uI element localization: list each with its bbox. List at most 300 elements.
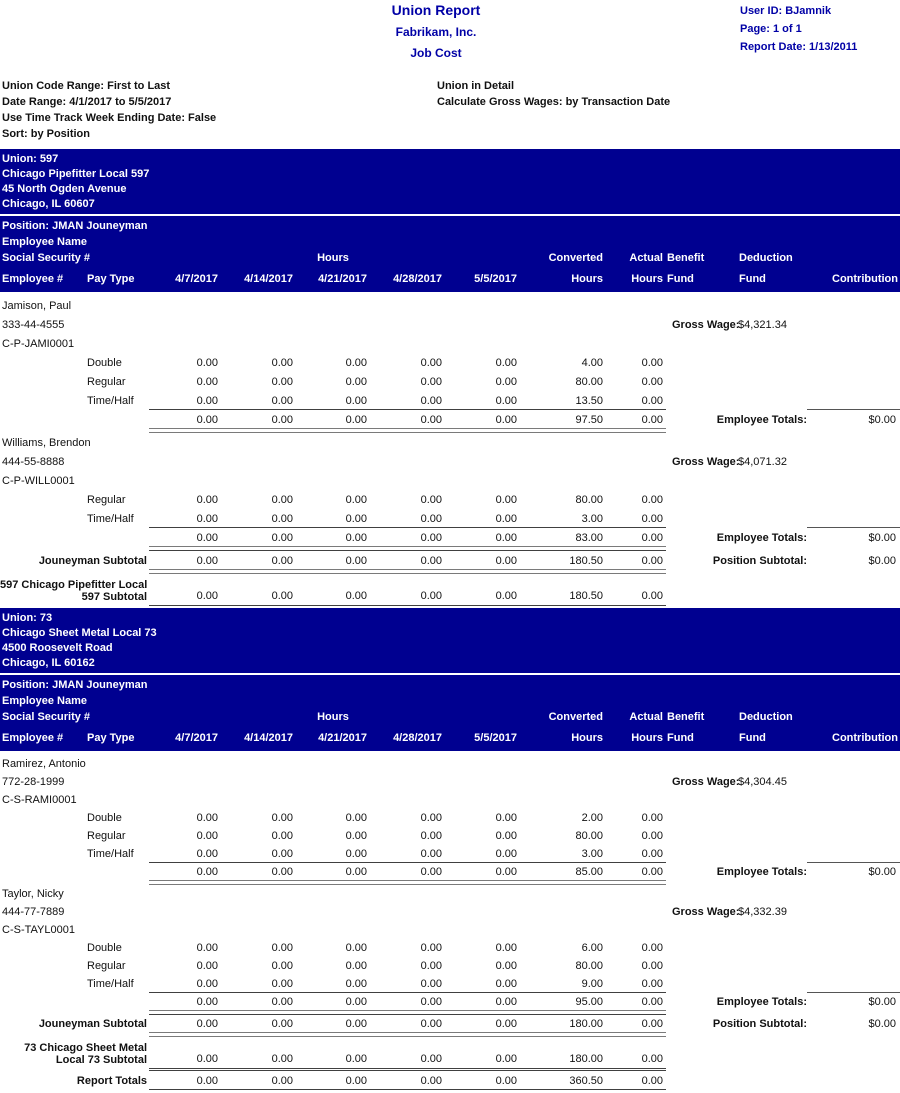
numeric-cell: 0.00 bbox=[271, 848, 293, 860]
rule-line bbox=[149, 1070, 666, 1071]
col-benefit-fund: Fund bbox=[667, 273, 694, 285]
numeric-cell: 0.00 bbox=[196, 532, 218, 544]
pay-type-label: Time/Half bbox=[87, 513, 134, 525]
employee-id-row bbox=[0, 334, 900, 353]
numeric-cell: 0.00 bbox=[271, 1018, 293, 1030]
numeric-cell: 95.00 bbox=[575, 996, 603, 1008]
col-converted: Converted bbox=[548, 711, 603, 723]
numeric-cell: 0.00 bbox=[345, 978, 367, 990]
numeric-cell: 0.00 bbox=[196, 996, 218, 1008]
pay-row bbox=[0, 353, 900, 372]
numeric-cell: 0.00 bbox=[345, 1075, 367, 1087]
gross-wage-label: Gross Wage: bbox=[672, 319, 740, 331]
numeric-cell: 4/21/2017 bbox=[318, 732, 367, 744]
col-benefit: Benefit bbox=[667, 252, 705, 264]
position-subtotal-value: $0.00 bbox=[868, 1018, 896, 1030]
employee-total-row bbox=[0, 863, 900, 881]
employee-ssn-row bbox=[0, 773, 900, 791]
employee-ssn: 333-44-4555 bbox=[2, 319, 65, 331]
numeric-cell: 0.00 bbox=[345, 357, 367, 369]
numeric-cell: 0.00 bbox=[345, 812, 367, 824]
col-employee-name: Employee Name bbox=[2, 695, 87, 707]
numeric-cell: 0.00 bbox=[495, 1075, 517, 1087]
contribution-total-line bbox=[807, 862, 900, 863]
position-subtotal-left-label: Jouneyman Subtotal bbox=[38, 555, 147, 567]
numeric-cell: 4/28/2017 bbox=[393, 732, 442, 744]
employee-total-row bbox=[0, 528, 900, 547]
employee-totals-label: Employee Totals: bbox=[716, 996, 807, 1008]
page-number: Page: 1 of 1 bbox=[740, 23, 802, 35]
pay-row bbox=[0, 845, 900, 863]
numeric-cell: 0.00 bbox=[420, 996, 442, 1008]
numeric-cell: 0.00 bbox=[495, 996, 517, 1008]
numeric-cell: 0.00 bbox=[420, 532, 442, 544]
param-date-range: Date Range: 4/1/2017 to 5/5/2017 bbox=[2, 96, 172, 108]
numeric-cell: 0.00 bbox=[196, 590, 218, 602]
employee-name: Ramirez, Antonio bbox=[2, 758, 86, 770]
pay-row bbox=[0, 957, 900, 975]
numeric-cell: 0.00 bbox=[641, 376, 663, 388]
gross-wage-label: Gross Wage: bbox=[672, 906, 740, 918]
numeric-cell: 0.00 bbox=[420, 376, 442, 388]
numeric-cell: 0.00 bbox=[345, 830, 367, 842]
union-subtotal-line1: 73 Chicago Sheet Metal bbox=[24, 1042, 147, 1054]
numeric-cell: 0.00 bbox=[641, 848, 663, 860]
union-address: 4500 Roosevelt Road bbox=[2, 642, 113, 654]
numeric-cell: 4/14/2017 bbox=[244, 273, 293, 285]
numeric-cell: 0.00 bbox=[641, 357, 663, 369]
param-gross-wages: Calculate Gross Wages: by Transaction Date bbox=[437, 96, 671, 108]
numeric-cell: 0.00 bbox=[345, 376, 367, 388]
numeric-cell: 4.00 bbox=[581, 357, 603, 369]
col-actual: Actual bbox=[629, 252, 663, 264]
numeric-cell: 2.00 bbox=[581, 812, 603, 824]
numeric-cell: 4/14/2017 bbox=[244, 732, 293, 744]
column-header-row bbox=[0, 268, 900, 287]
numeric-cell: 4/7/2017 bbox=[175, 732, 218, 744]
numeric-cell: 0.00 bbox=[271, 812, 293, 824]
union-subtotal-row bbox=[0, 574, 900, 605]
col-contribution: Contribution bbox=[832, 273, 898, 285]
numeric-cell: 180.00 bbox=[569, 1053, 603, 1065]
numeric-cell: 0.00 bbox=[641, 414, 663, 426]
col-hours-group: Hours bbox=[317, 252, 349, 264]
pay-type-label: Double bbox=[87, 812, 122, 824]
pay-row bbox=[0, 939, 900, 957]
numeric-cell: 0.00 bbox=[641, 1018, 663, 1030]
employee-name-row bbox=[0, 296, 900, 315]
col-contribution: Contribution bbox=[832, 732, 898, 744]
numeric-cell: 0.00 bbox=[271, 414, 293, 426]
numeric-cell: 0.00 bbox=[345, 513, 367, 525]
numeric-cell: 0.00 bbox=[345, 1018, 367, 1030]
col-employee-name: Employee Name bbox=[2, 236, 87, 248]
numeric-cell: 0.00 bbox=[495, 812, 517, 824]
numeric-cell: 4/7/2017 bbox=[175, 273, 218, 285]
numeric-cell: 0.00 bbox=[420, 590, 442, 602]
employee-id-row bbox=[0, 791, 900, 809]
numeric-cell: 0.00 bbox=[271, 513, 293, 525]
numeric-cell: 9.00 bbox=[581, 978, 603, 990]
numeric-cell: 0.00 bbox=[420, 513, 442, 525]
pay-type-label: Time/Half bbox=[87, 978, 134, 990]
numeric-cell: 0.00 bbox=[641, 532, 663, 544]
numeric-cell: 0.00 bbox=[420, 960, 442, 972]
position-subtotal-value: $0.00 bbox=[868, 555, 896, 567]
numeric-cell: 180.00 bbox=[569, 1018, 603, 1030]
numeric-cell: 0.00 bbox=[196, 848, 218, 860]
union-subtotal-line2: 597 Subtotal bbox=[81, 591, 147, 603]
union-subtotal-row bbox=[0, 1037, 900, 1068]
union-subtotal-line1: 597 Chicago Pipefitter Local bbox=[0, 579, 148, 591]
union-band-597 bbox=[0, 149, 900, 214]
position-subtotal-row bbox=[0, 1015, 900, 1033]
numeric-cell: 0.00 bbox=[345, 996, 367, 1008]
pay-row bbox=[0, 391, 900, 410]
position-header-band bbox=[0, 216, 900, 292]
numeric-cell: 0.00 bbox=[196, 960, 218, 972]
employee-id-row bbox=[0, 471, 900, 490]
union-subtotal-line2: Local 73 Subtotal bbox=[55, 1054, 147, 1066]
employee-name: Williams, Brendon bbox=[2, 437, 91, 449]
numeric-cell: 0.00 bbox=[271, 942, 293, 954]
numeric-cell: 180.50 bbox=[569, 555, 603, 567]
numeric-cell: 0.00 bbox=[495, 978, 517, 990]
rule-line bbox=[149, 605, 666, 606]
numeric-cell: 0.00 bbox=[420, 830, 442, 842]
employee-ssn-row bbox=[0, 903, 900, 921]
employee-name: Jamison, Paul bbox=[2, 300, 72, 312]
pay-row bbox=[0, 509, 900, 528]
contribution-total-line bbox=[807, 527, 900, 528]
pay-type-label: Regular bbox=[87, 830, 126, 842]
col-deduction: Deduction bbox=[739, 711, 793, 723]
param-sort: Sort: by Position bbox=[2, 128, 90, 140]
numeric-cell: 0.00 bbox=[420, 1075, 442, 1087]
numeric-cell: 0.00 bbox=[495, 376, 517, 388]
numeric-cell: 0.00 bbox=[495, 395, 517, 407]
numeric-cell: 0.00 bbox=[271, 555, 293, 567]
numeric-cell: 0.00 bbox=[420, 414, 442, 426]
col-social-security: Social Security # bbox=[2, 252, 91, 264]
numeric-cell: 0.00 bbox=[641, 996, 663, 1008]
numeric-cell: 0.00 bbox=[495, 414, 517, 426]
union-city: Chicago, IL 60607 bbox=[2, 198, 95, 210]
numeric-cell: 0.00 bbox=[420, 942, 442, 954]
numeric-cell: 0.00 bbox=[271, 1075, 293, 1087]
param-union-code-range: Union Code Range: First to Last bbox=[2, 80, 171, 92]
employee-totals-label: Employee Totals: bbox=[716, 866, 807, 878]
numeric-cell: 0.00 bbox=[420, 978, 442, 990]
numeric-cell: 0.00 bbox=[495, 942, 517, 954]
contribution-total-line bbox=[807, 409, 900, 410]
numeric-cell: 0.00 bbox=[196, 414, 218, 426]
col-actual-hours: Hours bbox=[631, 273, 663, 285]
employee-name-row bbox=[0, 433, 900, 452]
numeric-cell: 0.00 bbox=[271, 357, 293, 369]
gross-wage-value: $4,332.39 bbox=[738, 906, 787, 918]
union-code: Union: 73 bbox=[2, 612, 53, 624]
numeric-cell: 0.00 bbox=[641, 494, 663, 506]
pay-type-label: Regular bbox=[87, 376, 126, 388]
employee-total-row bbox=[0, 410, 900, 429]
numeric-cell: 0.00 bbox=[345, 414, 367, 426]
rule-line bbox=[149, 550, 666, 551]
numeric-cell: 0.00 bbox=[196, 830, 218, 842]
module-name: Job Cost bbox=[410, 46, 462, 60]
numeric-cell: 0.00 bbox=[495, 513, 517, 525]
numeric-cell: 0.00 bbox=[420, 555, 442, 567]
numeric-cell: 13.50 bbox=[575, 395, 603, 407]
col-deduction-fund: Fund bbox=[739, 273, 766, 285]
numeric-cell: 6.00 bbox=[581, 942, 603, 954]
company-name: Fabrikam, Inc. bbox=[395, 25, 477, 39]
position-label: Position: JMAN Jouneyman bbox=[2, 220, 148, 232]
numeric-cell: 0.00 bbox=[641, 830, 663, 842]
numeric-cell: 0.00 bbox=[495, 555, 517, 567]
contribution-total-line bbox=[807, 992, 900, 993]
pay-row bbox=[0, 975, 900, 993]
numeric-cell: 0.00 bbox=[196, 812, 218, 824]
param-week-ending: Use Time Track Week Ending Date: False bbox=[2, 112, 217, 124]
col-social-security: Social Security # bbox=[2, 711, 91, 723]
pay-type-label: Double bbox=[87, 357, 122, 369]
numeric-cell: 0.00 bbox=[345, 555, 367, 567]
col-converted: Converted bbox=[548, 252, 603, 264]
employee-ssn-row bbox=[0, 315, 900, 334]
numeric-cell: 0.00 bbox=[495, 830, 517, 842]
col-pay-type: Pay Type bbox=[87, 732, 135, 744]
numeric-cell: 5/5/2017 bbox=[474, 732, 517, 744]
employee-ssn-row bbox=[0, 452, 900, 471]
rule-line bbox=[149, 527, 666, 528]
employee-name: Taylor, Nicky bbox=[2, 888, 64, 900]
col-benefit: Benefit bbox=[667, 711, 705, 723]
numeric-cell: 0.00 bbox=[196, 513, 218, 525]
report-date: Report Date: 1/13/2011 bbox=[740, 41, 858, 53]
column-header-row bbox=[0, 727, 900, 746]
numeric-cell: 80.00 bbox=[575, 830, 603, 842]
numeric-cell: 85.00 bbox=[575, 866, 603, 878]
numeric-cell: 0.00 bbox=[420, 1018, 442, 1030]
numeric-cell: 0.00 bbox=[196, 942, 218, 954]
pay-type-label: Double bbox=[87, 942, 122, 954]
numeric-cell: 0.00 bbox=[420, 395, 442, 407]
pay-row bbox=[0, 372, 900, 391]
numeric-cell: 0.00 bbox=[196, 1075, 218, 1087]
numeric-cell: 80.00 bbox=[575, 376, 603, 388]
employee-id: C-P-JAMI0001 bbox=[2, 338, 75, 350]
report-title: Union Report bbox=[391, 2, 481, 18]
numeric-cell: 0.00 bbox=[196, 494, 218, 506]
col-converted-hours: Hours bbox=[571, 732, 603, 744]
union-name: Chicago Sheet Metal Local 73 bbox=[2, 627, 157, 639]
numeric-cell: 0.00 bbox=[641, 866, 663, 878]
numeric-cell: 0.00 bbox=[495, 590, 517, 602]
numeric-cell: 0.00 bbox=[641, 1075, 663, 1087]
numeric-cell: 0.00 bbox=[271, 830, 293, 842]
col-employee-no: Employee # bbox=[2, 273, 64, 285]
numeric-cell: 0.00 bbox=[345, 395, 367, 407]
numeric-cell: 360.50 bbox=[569, 1075, 603, 1087]
numeric-cell: 0.00 bbox=[641, 960, 663, 972]
numeric-cell: 0.00 bbox=[495, 866, 517, 878]
pay-row bbox=[0, 809, 900, 827]
col-pay-type: Pay Type bbox=[87, 273, 135, 285]
numeric-cell: 0.00 bbox=[271, 1053, 293, 1065]
employee-id: C-S-TAYL0001 bbox=[2, 924, 75, 936]
col-hours-group: Hours bbox=[317, 711, 349, 723]
numeric-cell: 4/28/2017 bbox=[393, 273, 442, 285]
numeric-cell: 0.00 bbox=[196, 978, 218, 990]
numeric-cell: 0.00 bbox=[495, 1018, 517, 1030]
numeric-cell: 0.00 bbox=[641, 1053, 663, 1065]
numeric-cell: 0.00 bbox=[196, 395, 218, 407]
position-subtotal-row bbox=[0, 551, 900, 570]
numeric-cell: 0.00 bbox=[495, 357, 517, 369]
numeric-cell: 0.00 bbox=[345, 942, 367, 954]
employee-name-row bbox=[0, 755, 900, 773]
numeric-cell: 0.00 bbox=[641, 942, 663, 954]
numeric-cell: 0.00 bbox=[196, 357, 218, 369]
rule-line bbox=[149, 862, 666, 863]
numeric-cell: 0.00 bbox=[271, 376, 293, 388]
col-benefit-fund: Fund bbox=[667, 732, 694, 744]
employee-totals-value: $0.00 bbox=[868, 532, 896, 544]
numeric-cell: 0.00 bbox=[345, 848, 367, 860]
position-label: Position: JMAN Jouneyman bbox=[2, 679, 148, 691]
union-subtotal-label bbox=[0, 1042, 147, 1066]
rule-line bbox=[149, 1089, 666, 1090]
numeric-cell: 0.00 bbox=[641, 513, 663, 525]
numeric-cell: 0.00 bbox=[196, 1018, 218, 1030]
position-header-band bbox=[0, 675, 900, 751]
numeric-cell: 0.00 bbox=[495, 494, 517, 506]
numeric-cell: 0.00 bbox=[345, 494, 367, 506]
gross-wage-label: Gross Wage: bbox=[672, 456, 740, 468]
header-meta bbox=[740, 2, 857, 56]
numeric-cell: 0.00 bbox=[641, 555, 663, 567]
rule-line bbox=[149, 992, 666, 993]
report-params-left bbox=[2, 78, 216, 142]
numeric-cell: 0.00 bbox=[420, 866, 442, 878]
employee-id-row bbox=[0, 921, 900, 939]
numeric-cell: 0.00 bbox=[420, 494, 442, 506]
numeric-cell: 4/21/2017 bbox=[318, 273, 367, 285]
numeric-cell: 3.00 bbox=[581, 848, 603, 860]
numeric-cell: 0.00 bbox=[271, 395, 293, 407]
numeric-cell: 0.00 bbox=[271, 960, 293, 972]
numeric-cell: 0.00 bbox=[495, 1053, 517, 1065]
numeric-cell: 3.00 bbox=[581, 513, 603, 525]
pay-type-label: Regular bbox=[87, 494, 126, 506]
gross-wage-value: $4,304.45 bbox=[738, 776, 787, 788]
rule-line bbox=[149, 1068, 666, 1069]
report-params-middle bbox=[437, 78, 670, 110]
pay-type-label: Time/Half bbox=[87, 395, 134, 407]
numeric-cell: 0.00 bbox=[196, 866, 218, 878]
pay-type-label: Time/Half bbox=[87, 848, 134, 860]
employee-id: C-P-WILL0001 bbox=[2, 475, 75, 487]
union-subtotal-label bbox=[0, 579, 147, 603]
pay-row bbox=[0, 490, 900, 509]
employee-totals-value: $0.00 bbox=[868, 866, 896, 878]
numeric-cell: 0.00 bbox=[271, 978, 293, 990]
numeric-cell: 0.00 bbox=[641, 590, 663, 602]
employee-totals-value: $0.00 bbox=[868, 414, 896, 426]
numeric-cell: 80.00 bbox=[575, 960, 603, 972]
position-subtotal-label: Position Subtotal: bbox=[712, 1018, 807, 1030]
col-actual: Actual bbox=[629, 711, 663, 723]
pay-row bbox=[0, 827, 900, 845]
numeric-cell: 0.00 bbox=[420, 357, 442, 369]
numeric-cell: 0.00 bbox=[345, 960, 367, 972]
union-city: Chicago, IL 60162 bbox=[2, 657, 95, 669]
numeric-cell: 0.00 bbox=[641, 812, 663, 824]
col-converted-hours: Hours bbox=[571, 273, 603, 285]
employee-totals-label: Employee Totals: bbox=[716, 414, 807, 426]
position-subtotal-left-label: Jouneyman Subtotal bbox=[38, 1018, 147, 1030]
gross-wage-value: $4,321.34 bbox=[738, 319, 787, 331]
gross-wage-value: $4,071.32 bbox=[738, 456, 787, 468]
user-id: User ID: BJamnik bbox=[740, 5, 832, 17]
employee-ssn: 772-28-1999 bbox=[2, 776, 65, 788]
numeric-cell: 0.00 bbox=[196, 1053, 218, 1065]
col-deduction-fund: Fund bbox=[739, 732, 766, 744]
numeric-cell: 0.00 bbox=[495, 960, 517, 972]
rule-line bbox=[149, 1014, 666, 1015]
numeric-cell: 180.50 bbox=[569, 590, 603, 602]
numeric-cell: 0.00 bbox=[271, 532, 293, 544]
numeric-cell: 0.00 bbox=[271, 590, 293, 602]
report-totals-row bbox=[0, 1071, 900, 1090]
numeric-cell: 0.00 bbox=[420, 812, 442, 824]
union-code: Union: 597 bbox=[2, 153, 59, 165]
employee-totals-value: $0.00 bbox=[868, 996, 896, 1008]
numeric-cell: 0.00 bbox=[641, 978, 663, 990]
numeric-cell: 97.50 bbox=[575, 414, 603, 426]
col-actual-hours: Hours bbox=[631, 732, 663, 744]
numeric-cell: 0.00 bbox=[271, 996, 293, 1008]
employee-totals-label: Employee Totals: bbox=[716, 532, 807, 544]
numeric-cell: 0.00 bbox=[420, 848, 442, 860]
numeric-cell: 0.00 bbox=[196, 555, 218, 567]
numeric-cell: 0.00 bbox=[345, 590, 367, 602]
gross-wage-label: Gross Wage: bbox=[672, 776, 740, 788]
numeric-cell: 0.00 bbox=[420, 1053, 442, 1065]
param-union-detail: Union in Detail bbox=[437, 80, 514, 92]
col-employee-no: Employee # bbox=[2, 732, 64, 744]
numeric-cell: 0.00 bbox=[345, 532, 367, 544]
employee-id: C-S-RAMI0001 bbox=[2, 794, 77, 806]
report-totals-label: Report Totals bbox=[76, 1075, 147, 1087]
rule-line bbox=[149, 409, 666, 410]
numeric-cell: 0.00 bbox=[641, 395, 663, 407]
numeric-cell: 0.00 bbox=[271, 866, 293, 878]
union-name: Chicago Pipefitter Local 597 bbox=[2, 168, 150, 180]
union-band-73 bbox=[0, 608, 900, 673]
col-deduction: Deduction bbox=[739, 252, 793, 264]
numeric-cell: 5/5/2017 bbox=[474, 273, 517, 285]
numeric-cell: 0.00 bbox=[196, 376, 218, 388]
numeric-cell: 83.00 bbox=[575, 532, 603, 544]
employee-name-row bbox=[0, 885, 900, 903]
employee-ssn: 444-77-7889 bbox=[2, 906, 65, 918]
numeric-cell: 0.00 bbox=[345, 866, 367, 878]
numeric-cell: 0.00 bbox=[271, 494, 293, 506]
numeric-cell: 0.00 bbox=[495, 848, 517, 860]
numeric-cell: 0.00 bbox=[495, 532, 517, 544]
